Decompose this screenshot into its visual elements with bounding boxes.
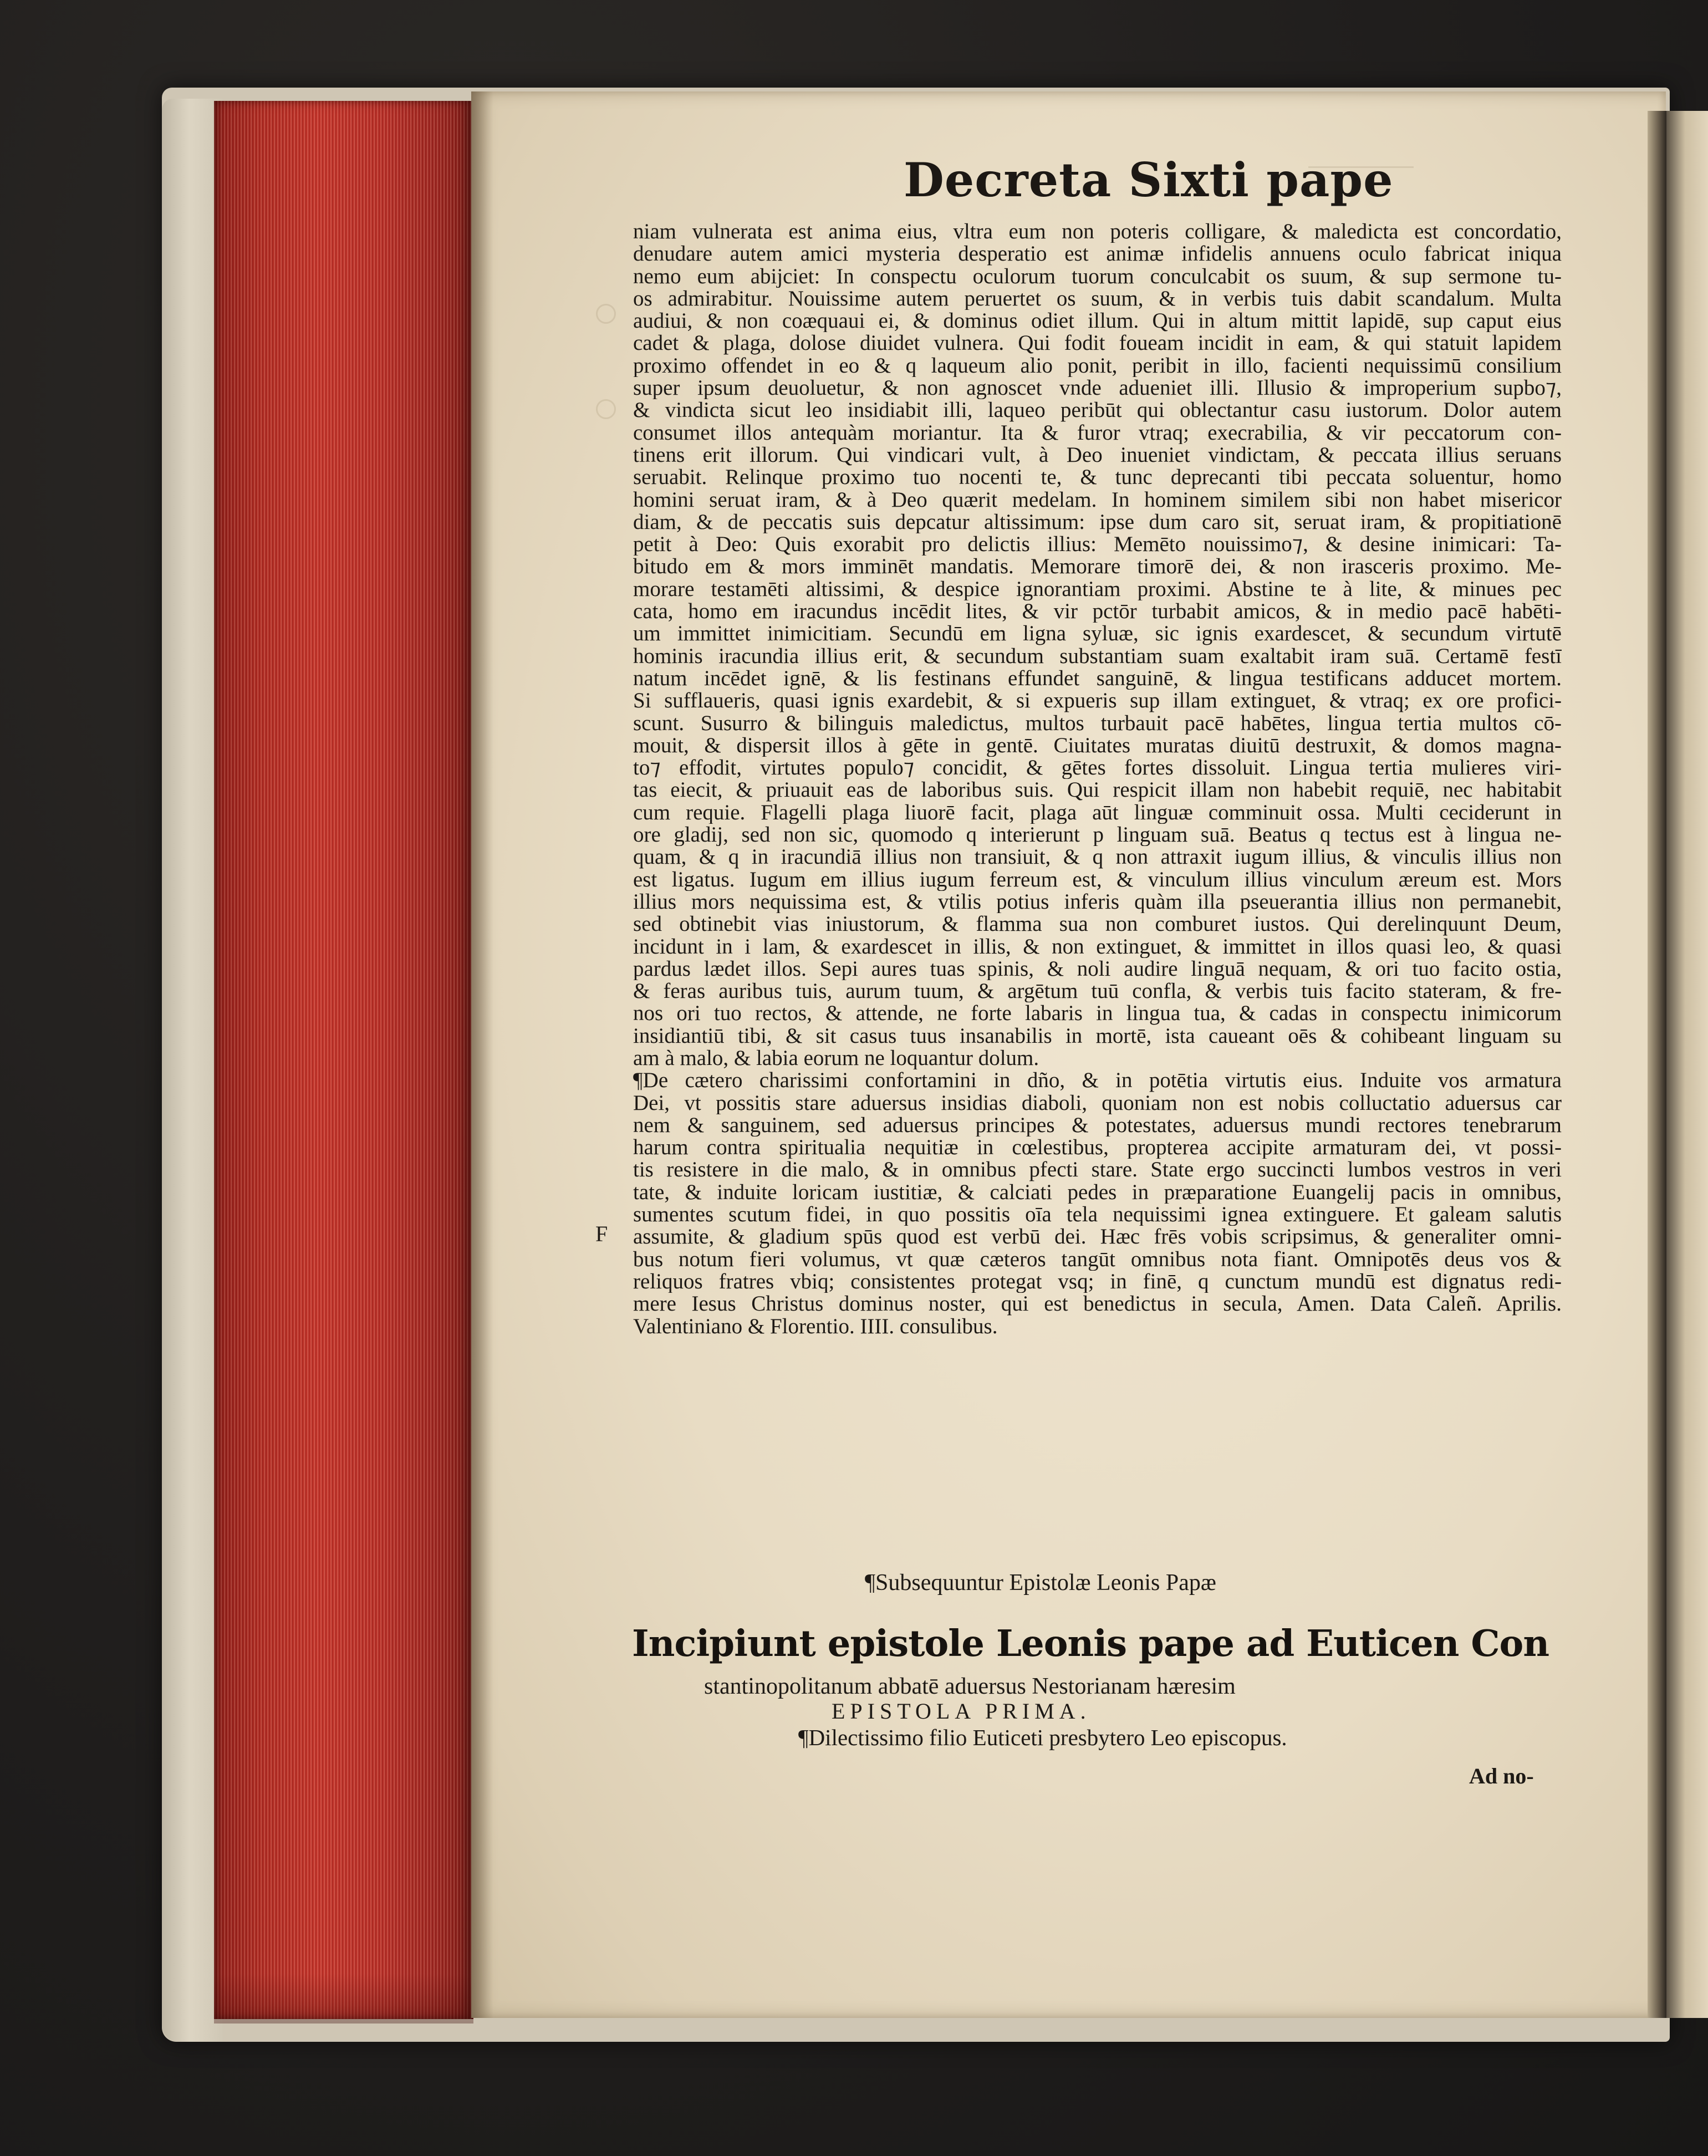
page-edges-shadow (214, 1974, 473, 2024)
text-line: est ligatus. Iugum em illius iugum ferreum est, & vinculum illius vinculum æreum est. Mors (633, 868, 1562, 891)
text-line: cata, homo em iracundus incēdit lites, & vir pctōr turbabit amicos, & in medio pacē habēti- (633, 600, 1562, 623)
margin-letter: F (595, 1221, 608, 1246)
text-line: niam vulnerata est anima eius, vltra eum non poteris colligare, & maledicta est concordatio, (633, 221, 1562, 243)
text-line: am à malo, & labia eorum ne loquantur dolum. (633, 1047, 1039, 1070)
running-head: Decreta Sixti pape (904, 152, 1394, 207)
text-line: harum contra spiritualia nequitiæ in cœlestibus, propterea accipite armaturam dei, vt possi- (633, 1136, 1562, 1159)
sub-heading: ¶Subsequuntur Epistolæ Leonis Papæ (865, 1570, 1216, 1596)
text-line: ¶De cætero charissimi confortamini in dño, & in potētia virtutis eius. Induite vos armatura (633, 1069, 1562, 1092)
text-line: natum incēdet ignē, & lis festinans effundet sanguinē, & lingua testificans adducet mortem. (633, 667, 1562, 690)
text-line: scunt. Susurro & bilinguis maledictus, multos turbauit pacē habētes, lingua tertia multos cō- (633, 712, 1562, 735)
text-line: assumite, & gladium spūs quod est verbū dei. Hæc frēs vobis scripsimus, & generaliter omni- (633, 1226, 1562, 1248)
text-line: & vindicta sicut leo insidiabit illi, laqueo peribūt qui oblectantur casu iustorum. Dolor autem (633, 399, 1562, 422)
text-line: sumentes scutum fidei, in quo possitis oīa tela nequissimi ignea extinguere. Et galeam salutis (633, 1204, 1562, 1226)
text-line: Valentiniano & Florentio. IIII. consulibus. (633, 1315, 998, 1338)
salutation-line: ¶Dilectissimo filio Euticeti presbytero Leo episcopus. (798, 1725, 1287, 1750)
show-through-mark (596, 399, 616, 419)
text-line: bus notum fieri volumus, vt quæ cæteros tangūt omnibus nota fiant. Omnipotēs deus vos & (633, 1248, 1562, 1271)
text-line: consumet illos antequàm moriantur. Ita & furor vtraq; execrabilia, & vir peccatorum con- (633, 421, 1562, 444)
text-line: cum requie. Flagelli plaga liuorē facit, plaga aūt linguæ comminuit ossa. Multi ceciderunt in (633, 801, 1562, 824)
text-line: diam, & de peccatis suis depcatur altissimum: ipse dum caro sit, seruat iram, & propitiationē (633, 511, 1562, 534)
text-line: bitudo em & mors imminēt mandatis. Memorare timorē dei, & non irasceris proximo. Me- (633, 555, 1562, 578)
text-line: nem & sanguinem, sed aduersus principes & potestates, aduersus mundi rectores tenebrarum (633, 1114, 1562, 1137)
text-line: mere Iesus Christus dominus noster, qui est benedictus in secula, Amen. Data Caleñ. Aprilis. (633, 1293, 1562, 1316)
text-line: tis resistere in die malo, & in omnibus pfecti stare. State ergo succincti lumbos vestros in veri (633, 1159, 1562, 1181)
text-line: seruabit. Relinque proximo tuo nocenti te, & tunc deprecanti tibi peccata soluentur, homo (633, 466, 1562, 489)
text-line: nos ori tuo rectos, & attende, ne forte labaris in lingua tua, & cadas in conspectu inimicorum (633, 1002, 1562, 1025)
text-line: Dei, vt possitis stare aduersus insidias diaboli, quoniam non est nobis colluctatio aduersus car (633, 1092, 1562, 1114)
text-line: illius mors nequissima est, & vtilis potius inferis quàm illa pseuerantia illius non permanebit, (633, 890, 1562, 914)
text-line: Si sufflaueris, quasi ignis exardebit, & si expueris sup illam extinguet, & vtraq; ex ore profici- (633, 690, 1562, 712)
epistle-title: Incipiunt epistole Leonis pape ad Euticen Con (632, 1622, 1549, 1665)
text-line: morare testamēti altissimi, & despice ignorantiam proximi. Abstine te à lite, & minues pec (633, 578, 1562, 601)
text-line: audiui, & non coæquaui ei, & dominus odiet illum. Qui in altum mittit lapidē, sup caput eius (633, 310, 1562, 333)
text-line: mouit, & dispersit illos à gēte in gentē. Ciuitates muratas diuitū destruxit, & domos magna- (633, 734, 1562, 757)
text-line: um immittet inimicitiam. Secundū em ligna syluæ, sic ignis exardescet, & secundum virtutē (633, 623, 1562, 645)
page-fold-shadow (471, 91, 493, 2018)
text-line: tas eiecit, & priuauit eas de laboribus suis. Qui respicit illam non habebit requiē, nec habitabit (633, 779, 1562, 802)
text-line: tate, & induite loricam iustitiæ, & calciati pedes in præparatione Euangelij pacis in omnibus, (633, 1181, 1562, 1204)
text-line: sed obtinebit vias iniustorum, & flamma sua non comburet iustos. Qui derelinquunt Deum, (633, 913, 1562, 936)
body-text (633, 221, 1562, 1338)
text-line: cadet & plaga, dolose diuidet vulnera. Qui fodit foueam incidit in eam, & qui statuit lapidem (633, 332, 1562, 355)
facing-page-edge (1666, 111, 1708, 2018)
epistle-title-continuation: stantinopolitanum abbatē aduersus Nestorianam hæresim (704, 1674, 1236, 1699)
epistola-heading: EPISTOLA PRIMA. (832, 1699, 1091, 1724)
text-line: os admirabitur. Nouissime autem peruertet os suum, & in verbis tuis dabit scandalum. Multa (633, 287, 1562, 310)
text-line: quam, & q in iracundiā illius non transiuit, & q non attraxit iugum illius, & vinculis illius non (633, 846, 1562, 869)
text-line: nemo eum abijciet: In conspectu oculorum tuorum conculcabit os suum, & sup sermone tu- (633, 265, 1562, 288)
text-line: incidunt in i lam, & exardescet in illis, & non extinguet, & immittet in illos quasi leo, & quasi (633, 935, 1562, 958)
book-gutter (1648, 111, 1666, 2018)
catchword: Ad no- (1469, 1763, 1534, 1788)
text-line: pardus lædet illos. Sepi aures tuas spinis, & noli audire linguā nequam, & ori tuo facito ostia, (633, 957, 1562, 981)
text-line: reliquos fratres vbiq; consistentes protegat vsq; in finē, q cunctum mundū est dignatus redi- (633, 1270, 1562, 1293)
text-line: ore gladij, sed non sic, quomodo q interierunt p linguam suā. Beatus q tectus est à lingua ne- (633, 824, 1562, 847)
text-line: super ipsum deuoluetur, & non agnoscet vnde adueniet illi. Illusio & improperium supbo⁊, (633, 377, 1562, 400)
text-line: homini seruat iram, & à Deo quærit medelam. In hominem similem sibi non habet misericor (633, 488, 1562, 511)
text-line: tinens erit illorum. Qui vindicari vult, à Deo inueniet vindictam, & peccata illius seruans (633, 444, 1562, 467)
text-line: denudare autem amici mysteria desperatio est animæ infidelis annuens oculo fabricat iniqua (633, 243, 1562, 266)
text-line: proximo offendet in eo & q laqueum alio ponit, peribit in illo, facienti nequissimū consilium (633, 354, 1562, 378)
text-line: hominis iracundia illius erit, & secundum substantiam suam exaltabit iram suā. Certamē festī (633, 645, 1562, 667)
text-line: & feras auribus tuis, aurum tuum, & argētum tuū confla, & verbis tuis facito stateram, & fre- (633, 980, 1562, 1003)
red-page-edges (214, 101, 473, 2019)
show-through-mark (596, 304, 616, 324)
text-line: to⁊ effodit, virtutes populo⁊ concidit, & gētes fortes dissoluit. Lingua tertia mulieres viri- (633, 757, 1562, 779)
text-line: petit à Deo: Quis exorabit pro delictis illius: Memēto nouissimo⁊, & desine inimicari: Ta- (633, 533, 1562, 556)
text-line: insidiantiū tibi, & sit casus tuus insanabilis in mortē, ista caueant oēs & cohibeant linguam su (633, 1025, 1562, 1047)
